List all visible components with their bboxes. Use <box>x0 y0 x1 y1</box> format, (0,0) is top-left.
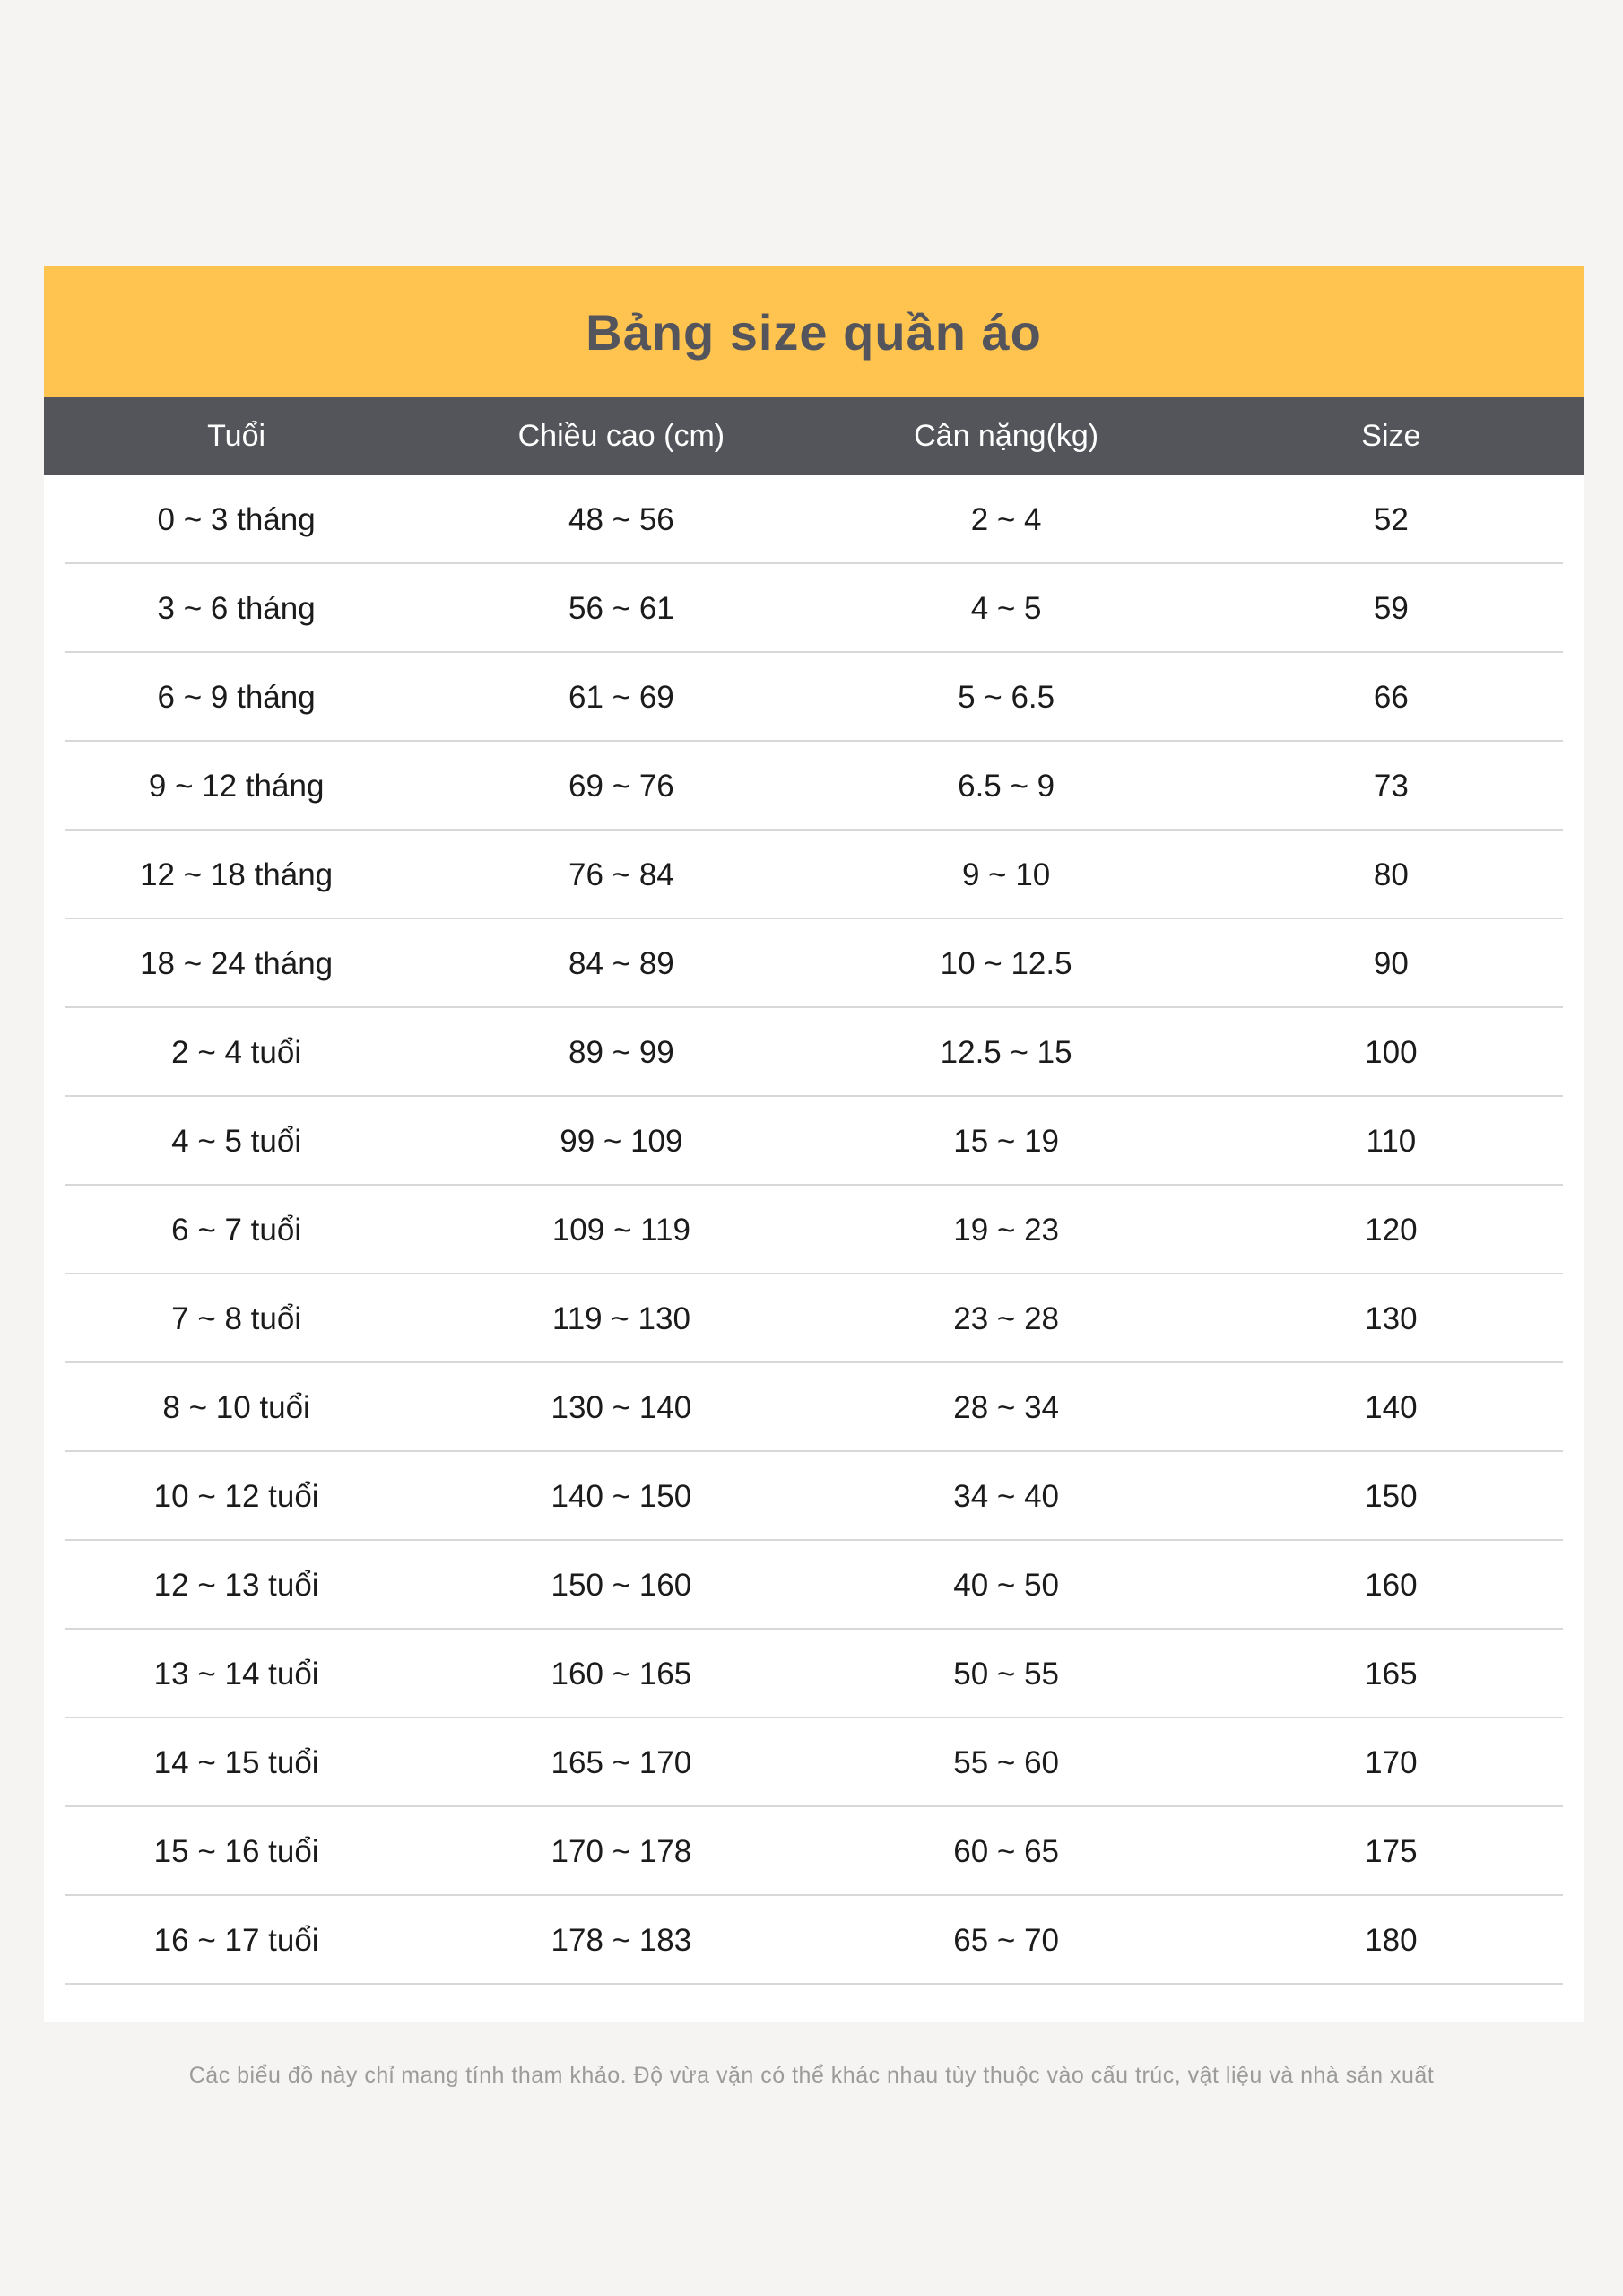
cell-age: 10 ~ 12 tuổi <box>153 1478 319 1514</box>
cell-size: 180 <box>1365 1922 1418 1958</box>
cell-age: 18 ~ 24 tháng <box>140 945 334 981</box>
table-row <box>44 742 1584 831</box>
table-header-row <box>44 397 1584 475</box>
cell-height: 89 ~ 99 <box>568 1034 674 1070</box>
cell-weight: 55 ~ 60 <box>953 1744 1059 1780</box>
table-row <box>44 1363 1584 1452</box>
cell-height: 56 ~ 61 <box>568 590 674 626</box>
cell-age: 14 ~ 15 tuổi <box>153 1744 319 1780</box>
cell-size: 150 <box>1365 1478 1418 1514</box>
table-row <box>44 1452 1584 1541</box>
cell-age: 0 ~ 3 tháng <box>157 501 316 537</box>
cell-weight: 9 ~ 10 <box>961 857 1051 892</box>
column-header-height: Chiều cao (cm) <box>517 419 725 453</box>
cell-height: 99 ~ 109 <box>560 1123 683 1159</box>
cell-age: 6 ~ 9 tháng <box>157 679 316 715</box>
cell-height: 119 ~ 130 <box>551 1300 690 1336</box>
cell-weight: 34 ~ 40 <box>953 1478 1059 1514</box>
cell-weight: 12.5 ~ 15 <box>940 1034 1072 1070</box>
cell-height: 61 ~ 69 <box>568 679 674 715</box>
table-body <box>44 475 1584 1985</box>
cell-weight: 40 ~ 50 <box>953 1567 1059 1603</box>
page-title: Bảng size quần áo <box>586 303 1042 361</box>
cell-age: 7 ~ 8 tuổi <box>171 1300 302 1336</box>
table-row <box>44 1186 1584 1274</box>
cell-size: 130 <box>1365 1300 1418 1336</box>
table-row <box>44 1896 1584 1985</box>
cell-size: 90 <box>1373 945 1409 981</box>
table-row <box>44 1541 1584 1630</box>
title-banner <box>44 266 1584 397</box>
cell-weight: 23 ~ 28 <box>953 1300 1059 1336</box>
table-row <box>44 1718 1584 1807</box>
cell-age: 12 ~ 13 tuổi <box>153 1567 319 1603</box>
cell-size: 73 <box>1373 768 1409 804</box>
cell-size: 120 <box>1365 1212 1418 1248</box>
cell-height: 140 ~ 150 <box>551 1478 692 1514</box>
cell-size: 110 <box>1366 1123 1417 1159</box>
cell-size: 59 <box>1373 590 1409 626</box>
column-header-size: Size <box>1361 419 1421 453</box>
table-row <box>44 653 1584 742</box>
cell-weight: 28 ~ 34 <box>953 1389 1059 1425</box>
cell-height: 76 ~ 84 <box>568 857 674 892</box>
cell-age: 9 ~ 12 tháng <box>148 768 325 804</box>
cell-weight: 65 ~ 70 <box>953 1922 1059 1958</box>
cell-height: 178 ~ 183 <box>551 1922 692 1958</box>
table-row <box>44 1630 1584 1718</box>
cell-weight: 50 ~ 55 <box>953 1656 1059 1692</box>
cell-size: 160 <box>1365 1567 1418 1603</box>
table-row <box>44 564 1584 653</box>
cell-weight: 4 ~ 5 <box>970 590 1042 626</box>
disclaimer-note: Các biểu đồ này chỉ mang tính tham khảo. Độ vừa vặn có thể khác nhau tùy thuộc vào cấu trúc, vật liệu và nhà sản xuất <box>188 2063 1435 2088</box>
table-bottom-padding <box>44 1985 1584 2022</box>
cell-size: 165 <box>1365 1656 1418 1692</box>
cell-height: 165 ~ 170 <box>551 1744 692 1780</box>
cell-age: 15 ~ 16 tuổi <box>153 1833 319 1869</box>
cell-size: 170 <box>1365 1744 1418 1780</box>
cell-weight: 15 ~ 19 <box>953 1123 1059 1159</box>
cell-height: 170 ~ 178 <box>551 1833 692 1869</box>
cell-height: 69 ~ 76 <box>568 768 674 804</box>
table-row <box>44 919 1584 1008</box>
cell-age: 3 ~ 6 tháng <box>157 590 316 626</box>
cell-size: 175 <box>1365 1833 1418 1869</box>
column-header-age: Tuổi <box>207 419 266 453</box>
cell-weight: 10 ~ 12.5 <box>940 945 1072 981</box>
cell-age: 2 ~ 4 tuổi <box>171 1034 302 1070</box>
cell-weight: 60 ~ 65 <box>953 1833 1059 1869</box>
cell-height: 109 ~ 119 <box>551 1212 690 1248</box>
cell-weight: 6.5 ~ 9 <box>958 768 1055 804</box>
cell-weight: 5 ~ 6.5 <box>958 679 1055 715</box>
cell-age: 4 ~ 5 tuổi <box>171 1123 302 1159</box>
cell-weight: 19 ~ 23 <box>953 1212 1059 1248</box>
cell-height: 130 ~ 140 <box>551 1389 692 1425</box>
cell-size: 100 <box>1365 1034 1418 1070</box>
table-row <box>44 1807 1584 1896</box>
table-row <box>44 1274 1584 1363</box>
table-row <box>44 1008 1584 1097</box>
cell-size: 52 <box>1373 501 1409 537</box>
cell-age: 8 ~ 10 tuổi <box>162 1389 310 1425</box>
cell-size: 66 <box>1373 679 1409 715</box>
cell-height: 48 ~ 56 <box>568 501 674 537</box>
cell-height: 84 ~ 89 <box>568 945 674 981</box>
cell-age: 12 ~ 18 tháng <box>140 857 334 892</box>
cell-age: 6 ~ 7 tuổi <box>171 1212 302 1248</box>
table-row <box>44 475 1584 564</box>
table-row <box>44 1097 1584 1186</box>
cell-size: 140 <box>1365 1389 1418 1425</box>
cell-height: 150 ~ 160 <box>551 1567 692 1603</box>
cell-weight: 2 ~ 4 <box>970 501 1042 537</box>
cell-age: 13 ~ 14 tuổi <box>153 1656 319 1692</box>
cell-age: 16 ~ 17 tuổi <box>153 1922 319 1958</box>
column-header-weight: Cân nặng(kg) <box>914 419 1099 453</box>
table-row <box>44 831 1584 919</box>
cell-size: 80 <box>1373 857 1409 892</box>
size-chart-panel <box>44 266 1584 2022</box>
cell-height: 160 ~ 165 <box>551 1656 692 1692</box>
